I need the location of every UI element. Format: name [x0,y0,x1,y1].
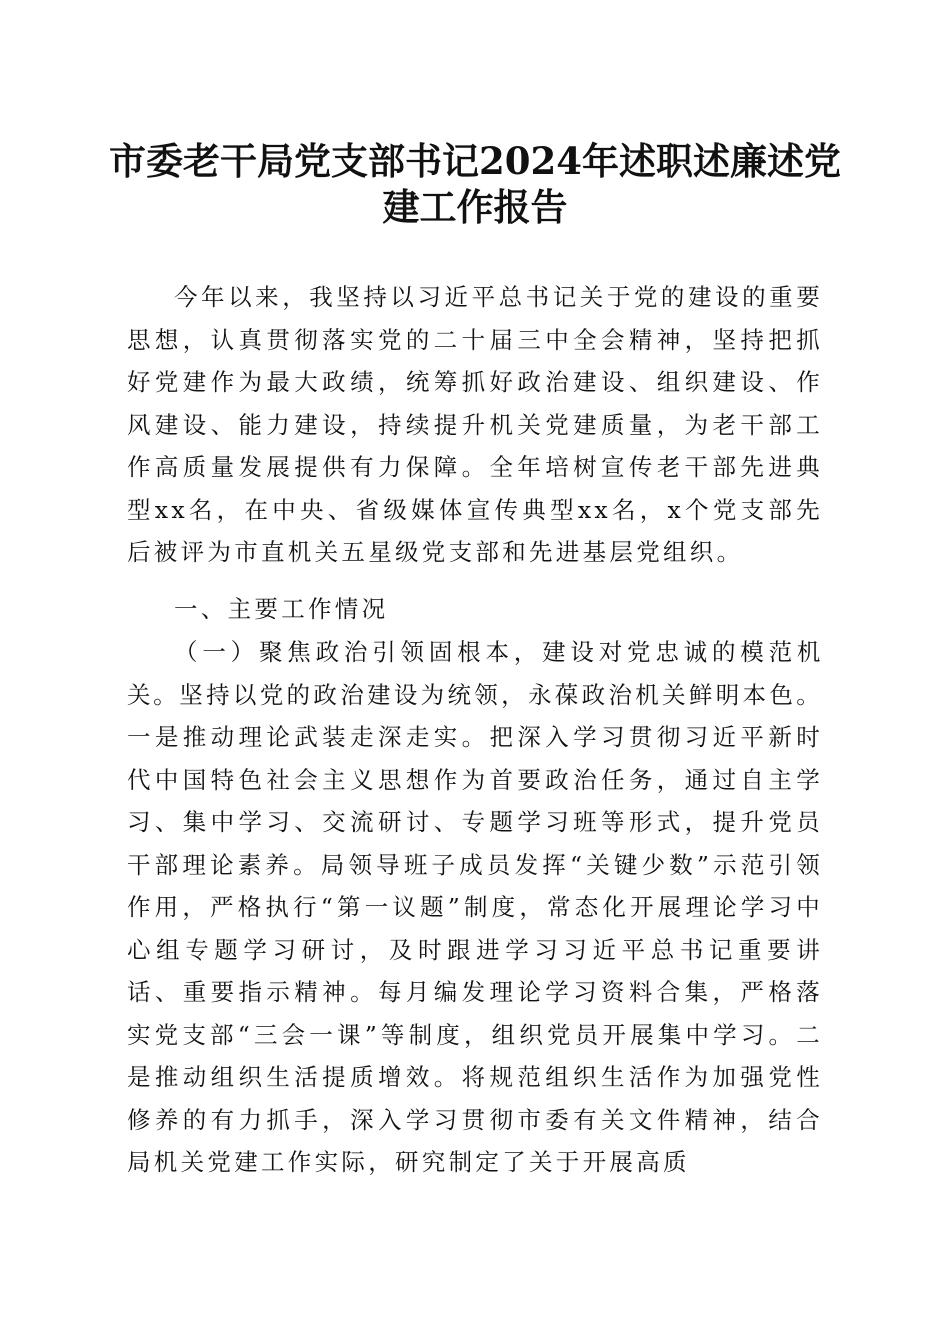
document-title: 市委老干局党支部书记2024年述职述廉述党建工作报告 [109,139,841,229]
section-heading: 一、主要工作情况 [174,595,389,623]
intro-paragraph: 今年以来，我坚持以习近平总书记关于党的建设的重要思想，认真贯彻落实党的二十届三中全会精神，坚持把抓好党建作为最大政绩，统筹抓好政治建设、组织建设、作风建设、能力建设，持续提升机关党建质量，为老干部工作高质量发展提供有力保障。全年培树宣传老干部先进典型xx名，在中央、省级媒体宣传典型xx名，x个党支部先后被评为市直机关五星级党支部和先进基层党组织。 [127,283,823,566]
subsection-heading: （一）聚焦政治引领固根本，建设对党忠诚的模范机关。 [127,638,823,709]
section-paragraph [127,631,823,1184]
subsection-text: 坚持以党的政治建设为统领，永葆政治机关鲜明本色。一是推动理论武装走深走实。把深入学习贯彻习近平新时代中国特色社会主义思想作为首要政治任务，通过自主学习、集中学习、交流研讨、专题学习班等形式，提升党员干部理论素养。局领导班子成员发挥“关键少数”示范引领作用，严格执行“第一议题”制度，常态化开展理论学习中心组专题学习研讨，及时跟进学习习近平总书记重要讲话、重要指示精神。每月编发理论学习资料合集，严格落实党支部“三会一课”等制度，组织党员开展集中学习。二是推动组织生活提质增效。将规范组织生活作为加强党性修养的有力抓手，深入学习贯彻市委有关文件精神，结合局机关党建工作实际，研究制定了关于开展高质 [127,680,823,1176]
